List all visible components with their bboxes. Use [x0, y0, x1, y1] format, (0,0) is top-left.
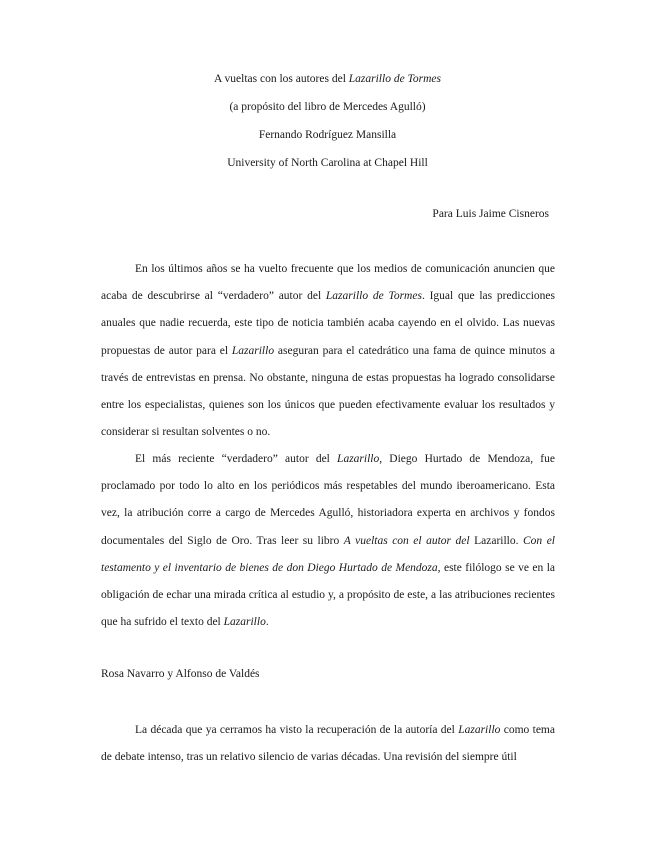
paragraph-2	[101, 446, 555, 636]
title-prefix: A vueltas con los autores del	[213, 73, 349, 85]
p2-text-1: El más reciente “verdadero” autor del	[135, 453, 338, 465]
paper-subtitle: (a propósito del libro de Mercedes Agulló)	[229, 101, 426, 113]
p1-text-1: En los últimos años se ha vuelto frecuente que los medios de comunicación anuncien que acaba de descubrirse al “verdadero” autor del	[101, 263, 555, 303]
title-italic: Lazarillo de Tormes	[348, 73, 442, 85]
p2-text-3: Lazarillo.	[469, 534, 524, 547]
paragraph-3	[101, 717, 555, 771]
p1-italic-1: Lazarillo de Tormes	[325, 290, 422, 303]
p2-text-2: , Diego Hurtado de Mendoza, fue proclamado por todo lo alto en los periódicos más respetables del mundo iberoamericano. Esta vez, la atribución corre a cargo de Mercedes Agulló, historiadora experta en archivos y fondos documentales del Siglo de Oro. Tras leer su libro	[101, 453, 555, 547]
p2-italic-3: Con el testamento y el inventario de bienes de don Diego Hurtado de Mendoza	[101, 534, 555, 574]
p1-text-3: aseguran para el catedrático una fama de quince minutos a través de entrevistas en prensa. No obstante, ninguna de estas propuestas ha logrado consolidarse entre los especialistas, quienes son los únicos que pueden efectivamente evaluar los resultados y considerar si resultan solventes o no.	[101, 344, 555, 439]
p3-text-2: como tema de debate intenso, tras un relativo silencio de varias décadas. Una revisión del siempre útil	[101, 724, 555, 764]
p3-text-1: La década que ya cerramos ha visto la recuperación de la autoría del	[135, 724, 459, 736]
paragraph-1	[101, 256, 555, 446]
author-name: Fernando Rodríguez Mansilla	[258, 129, 397, 141]
p2-text-4: , este filólogo se ve en la obligación de echar una mirada crítica al estudio y, a propósito de este, a las atribuciones recientes que ha sufrido el texto del	[101, 561, 555, 629]
paper-title	[0, 72, 655, 86]
p2-italic-1: Lazarillo	[337, 453, 380, 465]
p2-italic-2: A vueltas con el autor del	[343, 534, 470, 547]
p3-italic-1: Lazarillo	[458, 724, 501, 736]
section-heading: Rosa Navarro y Alfonso de Valdés	[101, 668, 260, 680]
p2-text-5: .	[265, 616, 269, 629]
author-affiliation: University of North Carolina at Chapel Hill	[227, 157, 428, 169]
p1-text-2: . Igual que las predicciones anuales que nadie recuerda, este tipo de noticia también acaba cayendo en el olvido. Las nuevas propuestas de autor para el	[101, 290, 555, 357]
dedication: Para Luis Jaime Cisneros	[432, 208, 549, 220]
p1-italic-2: Lazarillo	[231, 344, 275, 357]
p2-italic-4: Lazarillo	[223, 616, 266, 629]
